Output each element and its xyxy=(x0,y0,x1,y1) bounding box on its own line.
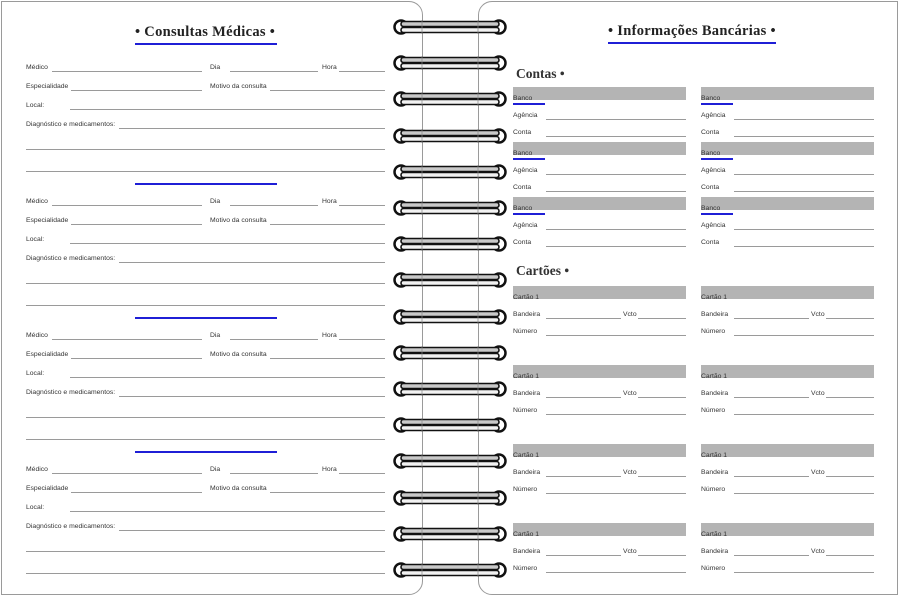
spiral-coil-icon xyxy=(392,164,508,180)
banco-field[interactable] xyxy=(513,197,686,210)
numero-field[interactable] xyxy=(546,414,686,415)
bandeira-field[interactable] xyxy=(546,476,621,477)
banco-field[interactable] xyxy=(513,142,686,155)
hora-label: Hora xyxy=(322,198,337,205)
agencia-field[interactable] xyxy=(734,174,874,175)
conta-field[interactable] xyxy=(734,246,874,247)
diagnostico-line[interactable] xyxy=(26,283,385,284)
banco-field[interactable] xyxy=(701,197,874,210)
spiral-coil-icon xyxy=(392,19,508,35)
especialidade-field[interactable] xyxy=(71,90,202,91)
spiral-coil-icon xyxy=(392,453,508,469)
motivo-field[interactable] xyxy=(270,358,385,359)
numero-field[interactable] xyxy=(546,572,686,573)
hora-label: Hora xyxy=(322,64,337,71)
vcto-label: Vcto xyxy=(623,548,637,555)
vcto-label: Vcto xyxy=(811,548,825,555)
numero-label: Número xyxy=(513,328,538,335)
cartao-label: Cartão 1 xyxy=(513,373,540,380)
numero-field[interactable] xyxy=(734,493,874,494)
cartao-label: Cartão 1 xyxy=(513,452,540,459)
cartoes-heading: Cartões • xyxy=(516,263,570,278)
banco-underline xyxy=(513,103,545,105)
medico-field[interactable] xyxy=(52,339,202,340)
hora-label: Hora xyxy=(322,466,337,473)
agencia-label: Agência xyxy=(513,112,538,119)
spiral-coil-icon xyxy=(392,91,508,107)
numero-label: Número xyxy=(701,328,726,335)
section-divider xyxy=(135,451,277,453)
spiral-coil-icon xyxy=(392,345,508,361)
diagnostico-line[interactable] xyxy=(26,305,385,306)
diagnostico-label: Diagnóstico e medicamentos: xyxy=(26,255,116,262)
banco-label: Banco xyxy=(701,95,721,102)
conta-label: Conta xyxy=(701,239,720,246)
spiral-coil-icon xyxy=(392,381,508,397)
conta-field[interactable] xyxy=(734,136,874,137)
banco-label: Banco xyxy=(513,205,533,212)
bandeira-label: Bandeira xyxy=(701,390,729,397)
vcto-field[interactable] xyxy=(826,476,874,477)
title-underline xyxy=(608,42,776,44)
hora-field[interactable] xyxy=(339,473,385,474)
hora-field[interactable] xyxy=(339,205,385,206)
conta-label: Conta xyxy=(513,129,532,136)
agencia-field[interactable] xyxy=(546,174,686,175)
conta-label: Conta xyxy=(513,184,532,191)
bandeira-field[interactable] xyxy=(546,397,621,398)
diagnostico-field[interactable] xyxy=(119,262,385,263)
local-field[interactable] xyxy=(70,243,385,244)
especialidade-label: Especialidade xyxy=(26,351,69,358)
spiral-coil-icon xyxy=(392,200,508,216)
bandeira-label: Bandeira xyxy=(513,548,541,555)
vcto-field[interactable] xyxy=(638,318,686,319)
hora-field[interactable] xyxy=(339,339,385,340)
diagnostico-label: Diagnóstico e medicamentos: xyxy=(26,389,116,396)
medico-label: Médico xyxy=(26,198,48,205)
bandeira-label: Bandeira xyxy=(513,390,541,397)
banco-label: Banco xyxy=(513,150,533,157)
numero-field[interactable] xyxy=(734,414,874,415)
vcto-field[interactable] xyxy=(638,397,686,398)
cartao-label: Cartão 1 xyxy=(513,531,540,538)
diagnostico-line[interactable] xyxy=(26,417,385,418)
banco-label: Banco xyxy=(513,95,533,102)
banco-underline xyxy=(513,213,545,215)
diagnostico-label: Diagnóstico e medicamentos: xyxy=(26,523,116,530)
numero-label: Número xyxy=(513,407,538,414)
cartao-label: Cartão 1 xyxy=(701,452,728,459)
motivo-field[interactable] xyxy=(270,492,385,493)
bandeira-field[interactable] xyxy=(546,318,621,319)
cartao-label: Cartão 1 xyxy=(513,294,540,301)
local-label: Local: xyxy=(26,102,45,109)
spiral-coil-icon xyxy=(392,417,508,433)
local-label: Local: xyxy=(26,504,45,511)
agencia-label: Agência xyxy=(701,222,726,229)
diagnostico-label: Diagnóstico e medicamentos: xyxy=(26,121,116,128)
agencia-label: Agência xyxy=(513,167,538,174)
conta-field[interactable] xyxy=(546,191,686,192)
especialidade-label: Especialidade xyxy=(26,217,69,224)
agencia-field[interactable] xyxy=(546,229,686,230)
consultas-title: • Consultas Médicas • xyxy=(135,24,276,40)
vcto-label: Vcto xyxy=(623,311,637,318)
bandeira-label: Bandeira xyxy=(701,548,729,555)
vcto-label: Vcto xyxy=(811,311,825,318)
conta-field[interactable] xyxy=(546,246,686,247)
vcto-label: Vcto xyxy=(811,469,825,476)
diagnostico-line[interactable] xyxy=(26,149,385,150)
agencia-label: Agência xyxy=(701,112,726,119)
local-label: Local: xyxy=(26,370,45,377)
vcto-field[interactable] xyxy=(638,555,686,556)
banco-underline xyxy=(513,158,545,160)
spiral-coil-icon xyxy=(392,309,508,325)
vcto-field[interactable] xyxy=(826,318,874,319)
banco-underline xyxy=(701,103,733,105)
banco-underline xyxy=(701,213,733,215)
agencia-field[interactable] xyxy=(546,119,686,120)
vcto-field[interactable] xyxy=(826,397,874,398)
hora-field[interactable] xyxy=(339,71,385,72)
numero-label: Número xyxy=(513,486,538,493)
spiral-coil-icon xyxy=(392,236,508,252)
section-divider xyxy=(135,183,277,185)
agencia-field[interactable] xyxy=(734,119,874,120)
especialidade-field[interactable] xyxy=(71,358,202,359)
especialidade-field[interactable] xyxy=(71,224,202,225)
dia-field[interactable] xyxy=(230,473,318,474)
dia-label: Dia xyxy=(210,198,221,205)
diagnostico-line[interactable] xyxy=(26,573,385,574)
conta-label: Conta xyxy=(701,184,720,191)
numero-field[interactable] xyxy=(546,335,686,336)
banco-field[interactable] xyxy=(701,87,874,100)
dia-field[interactable] xyxy=(230,339,318,340)
bandeira-label: Bandeira xyxy=(513,469,541,476)
motivo-label: Motivo da consulta xyxy=(210,83,267,90)
bandeira-field[interactable] xyxy=(734,318,809,319)
numero-label: Número xyxy=(701,407,726,414)
local-field[interactable] xyxy=(70,109,385,110)
numero-field[interactable] xyxy=(734,335,874,336)
bandeira-label: Bandeira xyxy=(701,311,729,318)
medico-label: Médico xyxy=(26,466,48,473)
motivo-field[interactable] xyxy=(270,90,385,91)
hora-label: Hora xyxy=(322,332,337,339)
bandeira-field[interactable] xyxy=(546,555,621,556)
local-field[interactable] xyxy=(70,377,385,378)
bandeira-label: Bandeira xyxy=(701,469,729,476)
spiral-coil-icon xyxy=(392,128,508,144)
bandeira-field[interactable] xyxy=(734,555,809,556)
motivo-label: Motivo da consulta xyxy=(210,217,267,224)
numero-label: Número xyxy=(701,565,726,572)
dia-label: Dia xyxy=(210,466,221,473)
conta-field[interactable] xyxy=(546,136,686,137)
contas-heading: Contas • xyxy=(516,66,565,81)
diagnostico-line[interactable] xyxy=(26,171,385,172)
especialidade-label: Especialidade xyxy=(26,83,69,90)
diagnostico-field[interactable] xyxy=(119,128,385,129)
spiral-coil-icon xyxy=(392,562,508,578)
local-label: Local: xyxy=(26,236,45,243)
dia-label: Dia xyxy=(210,64,221,71)
medico-field[interactable] xyxy=(52,205,202,206)
motivo-label: Motivo da consulta xyxy=(210,351,267,358)
medico-label: Médico xyxy=(26,332,48,339)
numero-label: Número xyxy=(701,486,726,493)
conta-field[interactable] xyxy=(734,191,874,192)
banco-underline xyxy=(701,158,733,160)
cartao-label: Cartão 1 xyxy=(701,531,728,538)
title-underline xyxy=(135,43,277,45)
motivo-field[interactable] xyxy=(270,224,385,225)
dia-field[interactable] xyxy=(230,205,318,206)
bandeira-label: Bandeira xyxy=(513,311,541,318)
diagnostico-field[interactable] xyxy=(119,530,385,531)
numero-field[interactable] xyxy=(734,572,874,573)
bancarias-title: • Informações Bancárias • xyxy=(608,23,776,39)
medico-label: Médico xyxy=(26,64,48,71)
especialidade-label: Especialidade xyxy=(26,485,69,492)
banco-label: Banco xyxy=(701,205,721,212)
banco-field[interactable] xyxy=(513,87,686,100)
bandeira-field[interactable] xyxy=(734,476,809,477)
spiral-coil-icon xyxy=(392,55,508,71)
medico-field[interactable] xyxy=(52,473,202,474)
motivo-label: Motivo da consulta xyxy=(210,485,267,492)
especialidade-field[interactable] xyxy=(71,492,202,493)
diagnostico-line[interactable] xyxy=(26,551,385,552)
dia-field[interactable] xyxy=(230,71,318,72)
spiral-coil-icon xyxy=(392,526,508,542)
cartao-label: Cartão 1 xyxy=(701,373,728,380)
agencia-field[interactable] xyxy=(734,229,874,230)
conta-label: Conta xyxy=(513,239,532,246)
agencia-label: Agência xyxy=(513,222,538,229)
spiral-coil-icon xyxy=(392,272,508,288)
left-page xyxy=(1,1,423,595)
diagnostico-field[interactable] xyxy=(119,396,385,397)
vcto-label: Vcto xyxy=(623,469,637,476)
vcto-label: Vcto xyxy=(623,390,637,397)
numero-field[interactable] xyxy=(546,493,686,494)
section-divider xyxy=(135,317,277,319)
banco-label: Banco xyxy=(701,150,721,157)
vcto-label: Vcto xyxy=(811,390,825,397)
conta-label: Conta xyxy=(701,129,720,136)
cartao-label: Cartão 1 xyxy=(701,294,728,301)
dia-label: Dia xyxy=(210,332,221,339)
local-field[interactable] xyxy=(70,511,385,512)
vcto-field[interactable] xyxy=(826,555,874,556)
banco-field[interactable] xyxy=(701,142,874,155)
medico-field[interactable] xyxy=(52,71,202,72)
spiral-coil-icon xyxy=(392,490,508,506)
vcto-field[interactable] xyxy=(638,476,686,477)
diagnostico-line[interactable] xyxy=(26,439,385,440)
bandeira-field[interactable] xyxy=(734,397,809,398)
numero-label: Número xyxy=(513,565,538,572)
agencia-label: Agência xyxy=(701,167,726,174)
